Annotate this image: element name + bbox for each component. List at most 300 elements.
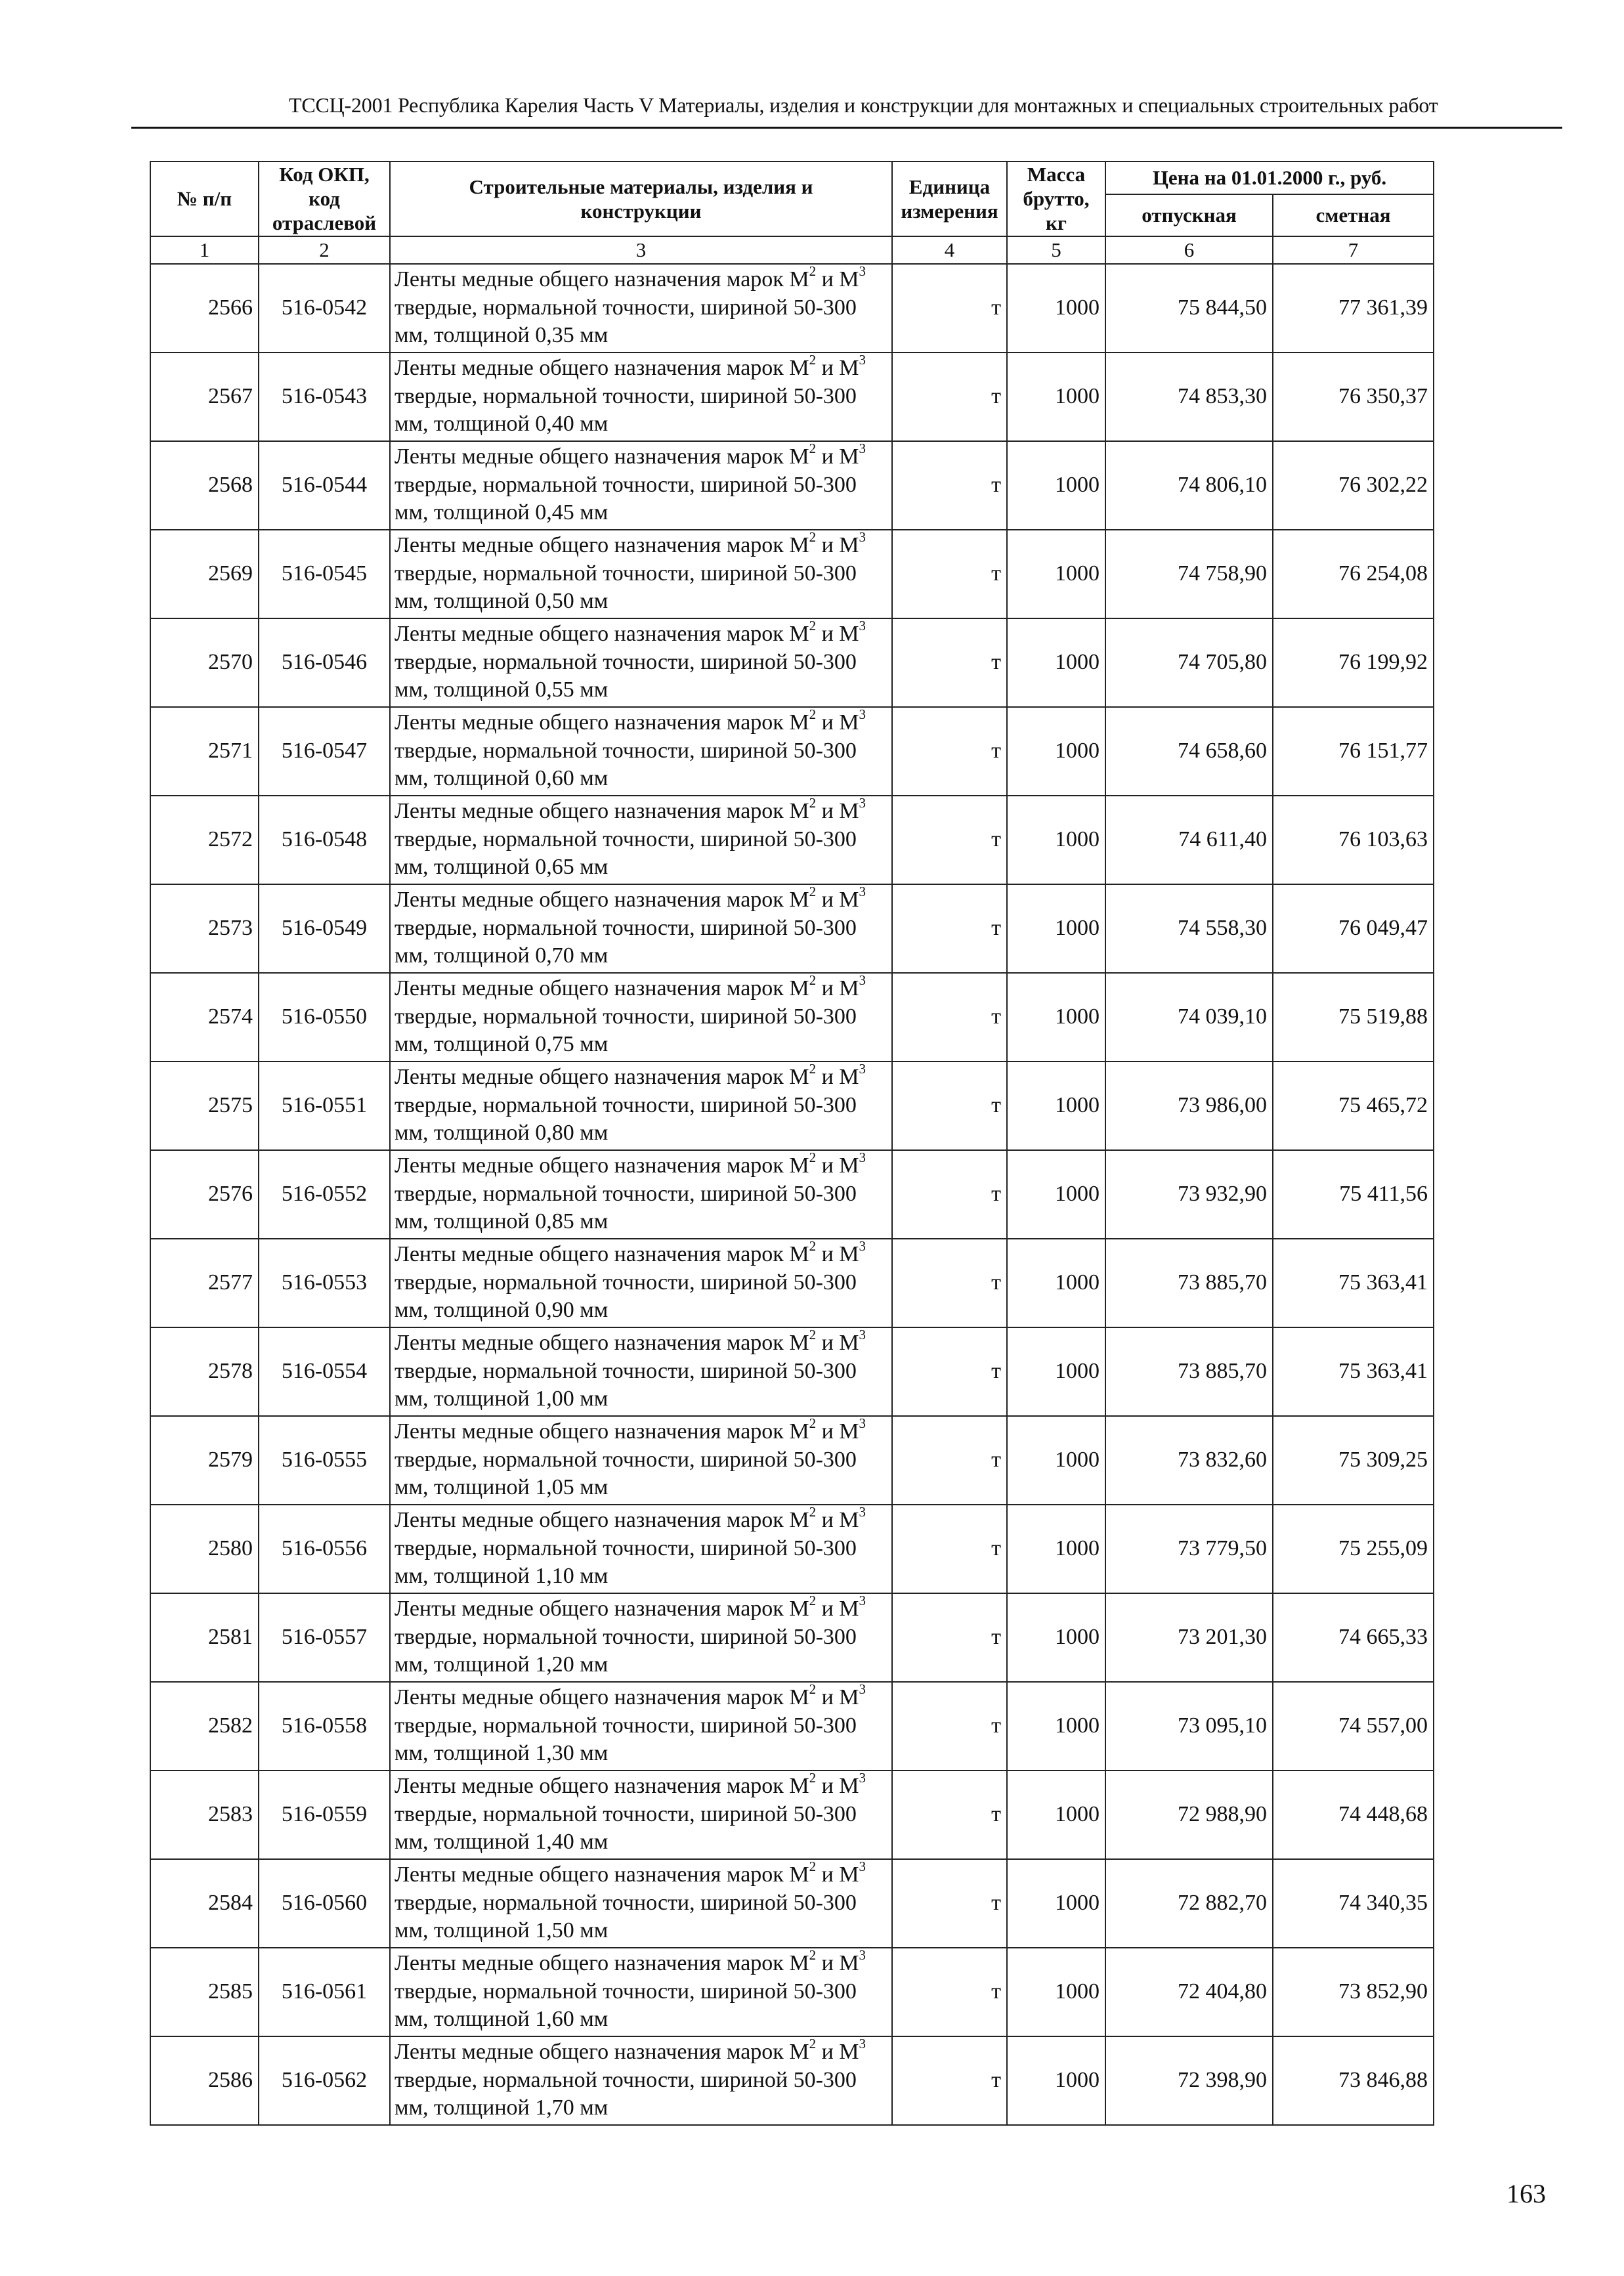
estimate-price: 75 363,41	[1273, 1239, 1434, 1327]
estimate-price: 75 309,25	[1273, 1416, 1434, 1505]
unit-of-measure: т	[892, 707, 1007, 796]
material-description	[390, 2036, 892, 2125]
estimate-price: 74 557,00	[1273, 1682, 1434, 1771]
unit-of-measure: т	[892, 1327, 1007, 1416]
column-number: 3	[390, 236, 892, 264]
grade-superscript: 2	[809, 706, 817, 723]
okp-code: 516-0559	[259, 1771, 390, 1859]
col-header-unit-line2: измерения	[901, 199, 998, 223]
desc-part: Ленты медные общего назначения марок М	[395, 1330, 809, 1355]
row-number: 2569	[150, 530, 259, 618]
row-number: 2578	[150, 1327, 259, 1416]
okp-code: 516-0544	[259, 441, 390, 530]
row-number: 2575	[150, 1062, 259, 1150]
desc-part: и М	[816, 532, 859, 557]
desc-part: и М	[816, 1862, 859, 1887]
estimate-price: 75 411,56	[1273, 1150, 1434, 1239]
desc-part: и М	[816, 1241, 859, 1266]
desc-part: твердые, нормальной точности, шириной 50-300 мм, толщиной 0,75 мм	[395, 1004, 857, 1057]
desc-part: твердые, нормальной точности, шириной 50-300 мм, толщиной 0,50 мм	[395, 561, 857, 614]
material-description	[390, 1771, 892, 1859]
estimate-price: 76 302,22	[1273, 441, 1434, 530]
col-header-name-line1: Строительные материалы, изделия и	[469, 175, 813, 198]
estimate-price: 74 448,68	[1273, 1771, 1434, 1859]
desc-part: Ленты медные общего назначения марок М	[395, 1773, 809, 1798]
desc-part: и М	[816, 1685, 859, 1709]
material-description	[390, 1062, 892, 1150]
grade-superscript: 2	[809, 618, 817, 634]
column-number: 6	[1105, 236, 1273, 264]
material-description	[390, 707, 892, 796]
col-header-code	[259, 161, 390, 236]
desc-part: твердые, нормальной точности, шириной 50-300 мм, толщиной 0,35 мм	[395, 295, 857, 348]
desc-part: твердые, нормальной точности, шириной 50-300 мм, толщиной 0,80 мм	[395, 1092, 857, 1146]
grade-superscript: 3	[859, 1149, 866, 1166]
estimate-price: 76 151,77	[1273, 707, 1434, 796]
gross-mass: 1000	[1007, 1327, 1105, 1416]
table-row	[150, 707, 1434, 796]
grade-superscript: 2	[809, 795, 817, 811]
table-row	[150, 1859, 1434, 1948]
desc-part: твердые, нормальной точности, шириной 50-300 мм, толщиной 1,30 мм	[395, 1713, 857, 1766]
table-row	[150, 1948, 1434, 2036]
grade-superscript: 2	[809, 972, 817, 989]
desc-part: и М	[816, 2039, 859, 2064]
material-description	[390, 1948, 892, 2036]
table-row	[150, 1150, 1434, 1239]
desc-part: Ленты медные общего назначения марок М	[395, 532, 809, 557]
okp-code: 516-0543	[259, 353, 390, 441]
estimate-price: 75 255,09	[1273, 1505, 1434, 1593]
unit-of-measure: т	[892, 884, 1007, 973]
release-price: 75 844,50	[1105, 264, 1273, 353]
gross-mass: 1000	[1007, 1062, 1105, 1150]
table-row	[150, 1239, 1434, 1327]
release-price: 74 853,30	[1105, 353, 1273, 441]
grade-superscript: 3	[859, 795, 866, 811]
grade-superscript: 3	[859, 440, 866, 457]
grade-superscript: 2	[809, 263, 817, 280]
okp-code: 516-0545	[259, 530, 390, 618]
release-price: 74 658,60	[1105, 707, 1273, 796]
release-price: 74 611,40	[1105, 796, 1273, 884]
row-number: 2584	[150, 1859, 259, 1948]
desc-part: и М	[816, 1773, 859, 1798]
release-price: 72 882,70	[1105, 1859, 1273, 1948]
unit-of-measure: т	[892, 796, 1007, 884]
desc-part: твердые, нормальной точности, шириной 50-300 мм, толщиной 1,10 мм	[395, 1535, 857, 1589]
okp-code: 516-0553	[259, 1239, 390, 1327]
unit-of-measure: т	[892, 1150, 1007, 1239]
gross-mass: 1000	[1007, 530, 1105, 618]
unit-of-measure: т	[892, 1948, 1007, 2036]
okp-code: 516-0542	[259, 264, 390, 353]
release-price: 73 201,30	[1105, 1593, 1273, 1682]
table-row	[150, 1327, 1434, 1416]
desc-part: Ленты медные общего назначения марок М	[395, 444, 809, 469]
grade-superscript: 2	[809, 1947, 817, 1964]
material-description	[390, 1327, 892, 1416]
grade-superscript: 2	[809, 1061, 817, 1077]
grade-superscript: 3	[859, 1061, 866, 1077]
grade-superscript: 2	[809, 529, 817, 546]
table-row	[150, 441, 1434, 530]
desc-part: и М	[816, 1950, 859, 1975]
desc-part: и М	[816, 1507, 859, 1532]
grade-superscript: 2	[809, 884, 817, 900]
col-header-price-group: Цена на 01.01.2000 г., руб.	[1105, 161, 1434, 194]
grade-superscript: 2	[809, 440, 817, 457]
okp-code: 516-0546	[259, 618, 390, 707]
material-description	[390, 1150, 892, 1239]
table-row	[150, 973, 1434, 1062]
unit-of-measure: т	[892, 618, 1007, 707]
grade-superscript: 3	[859, 1504, 866, 1520]
table-header	[150, 161, 1434, 264]
material-description	[390, 1593, 892, 1682]
grade-superscript: 3	[859, 1415, 866, 1432]
desc-part: твердые, нормальной точности, шириной 50-300 мм, толщиной 0,70 мм	[395, 915, 857, 968]
desc-part: твердые, нормальной точности, шириной 50-300 мм, толщиной 1,50 мм	[395, 1890, 857, 1943]
gross-mass: 1000	[1007, 2036, 1105, 2125]
gross-mass: 1000	[1007, 1416, 1105, 1505]
grade-superscript: 2	[809, 352, 817, 368]
desc-part: Ленты медные общего назначения марок М	[395, 1064, 809, 1089]
material-description	[390, 1505, 892, 1593]
okp-code: 516-0549	[259, 884, 390, 973]
desc-part: твердые, нормальной точности, шириной 50-300 мм, толщиной 1,70 мм	[395, 2067, 857, 2120]
row-number: 2576	[150, 1150, 259, 1239]
grade-superscript: 2	[809, 2036, 817, 2052]
desc-part: и М	[816, 1064, 859, 1089]
grade-superscript: 2	[809, 1149, 817, 1166]
desc-part: и М	[816, 1596, 859, 1621]
desc-part: и М	[816, 1330, 859, 1355]
grade-superscript: 3	[859, 1947, 866, 1964]
table-row	[150, 1771, 1434, 1859]
okp-code: 516-0548	[259, 796, 390, 884]
estimate-price: 75 363,41	[1273, 1327, 1434, 1416]
unit-of-measure: т	[892, 353, 1007, 441]
material-description	[390, 1859, 892, 1948]
column-number: 7	[1273, 236, 1434, 264]
estimate-price: 76 350,37	[1273, 353, 1434, 441]
desc-part: и М	[816, 621, 859, 646]
gross-mass: 1000	[1007, 1771, 1105, 1859]
estimate-price: 77 361,39	[1273, 264, 1434, 353]
gross-mass: 1000	[1007, 1150, 1105, 1239]
row-number: 2585	[150, 1948, 259, 2036]
gross-mass: 1000	[1007, 1859, 1105, 1948]
estimate-price: 76 199,92	[1273, 618, 1434, 707]
table-row	[150, 796, 1434, 884]
unit-of-measure: т	[892, 1062, 1007, 1150]
gross-mass: 1000	[1007, 1682, 1105, 1771]
column-number-row	[150, 236, 1434, 264]
desc-part: твердые, нормальной точности, шириной 50-300 мм, толщиной 0,60 мм	[395, 738, 857, 791]
release-price: 74 705,80	[1105, 618, 1273, 707]
release-price: 74 806,10	[1105, 441, 1273, 530]
estimate-price: 76 103,63	[1273, 796, 1434, 884]
row-number: 2581	[150, 1593, 259, 1682]
grade-superscript: 3	[859, 884, 866, 900]
desc-part: твердые, нормальной точности, шириной 50-300 мм, толщиной 0,45 мм	[395, 472, 857, 525]
col-header-unit-line1: Единица	[908, 175, 991, 198]
release-price: 74 039,10	[1105, 973, 1273, 1062]
okp-code: 516-0552	[259, 1150, 390, 1239]
column-number: 5	[1007, 236, 1105, 264]
release-price: 73 779,50	[1105, 1505, 1273, 1593]
desc-part: Ленты медные общего назначения марок М	[395, 976, 809, 1000]
row-number: 2579	[150, 1416, 259, 1505]
table-body	[150, 264, 1434, 2125]
desc-part: твердые, нормальной точности, шириной 50-300 мм, толщиной 1,00 мм	[395, 1358, 857, 1411]
desc-part: твердые, нормальной точности, шириной 50-300 мм, толщиной 0,55 мм	[395, 649, 857, 702]
release-price: 72 398,90	[1105, 2036, 1273, 2125]
gross-mass: 1000	[1007, 441, 1105, 530]
okp-code: 516-0554	[259, 1327, 390, 1416]
col-header-price-estimate: сметная	[1273, 194, 1434, 236]
grade-superscript: 2	[809, 1415, 817, 1432]
material-description	[390, 1416, 892, 1505]
material-description	[390, 264, 892, 353]
table-row	[150, 2036, 1434, 2125]
release-price: 72 988,90	[1105, 1771, 1273, 1859]
table-row	[150, 1062, 1434, 1150]
row-number: 2577	[150, 1239, 259, 1327]
row-number: 2574	[150, 973, 259, 1062]
table-row	[150, 353, 1434, 441]
desc-part: твердые, нормальной точности, шириной 50-300 мм, толщиной 1,05 мм	[395, 1447, 857, 1500]
desc-part: Ленты медные общего назначения марок М	[395, 355, 809, 380]
desc-part: Ленты медные общего назначения марок М	[395, 1862, 809, 1887]
price-table	[150, 161, 1434, 2126]
desc-part: Ленты медные общего назначения марок М	[395, 1241, 809, 1266]
col-header-num: № п/п	[150, 161, 259, 236]
gross-mass: 1000	[1007, 1239, 1105, 1327]
col-header-name	[390, 161, 892, 236]
gross-mass: 1000	[1007, 1505, 1105, 1593]
release-price: 73 986,00	[1105, 1062, 1273, 1150]
col-header-mass-line2: брутто, кг	[1023, 187, 1090, 235]
material-description	[390, 1239, 892, 1327]
desc-part: и М	[816, 976, 859, 1000]
grade-superscript: 2	[809, 1238, 817, 1255]
grade-superscript: 3	[859, 529, 866, 546]
gross-mass: 1000	[1007, 1593, 1105, 1682]
okp-code: 516-0550	[259, 973, 390, 1062]
okp-code: 516-0551	[259, 1062, 390, 1150]
material-description	[390, 973, 892, 1062]
desc-part: Ленты медные общего назначения марок М	[395, 267, 809, 291]
release-price: 73 885,70	[1105, 1327, 1273, 1416]
column-number: 1	[150, 236, 259, 264]
release-price: 74 758,90	[1105, 530, 1273, 618]
grade-superscript: 3	[859, 1238, 866, 1255]
okp-code: 516-0561	[259, 1948, 390, 2036]
desc-part: и М	[816, 267, 859, 291]
okp-code: 516-0562	[259, 2036, 390, 2125]
gross-mass: 1000	[1007, 707, 1105, 796]
grade-superscript: 3	[859, 1770, 866, 1786]
unit-of-measure: т	[892, 1682, 1007, 1771]
release-price: 73 095,10	[1105, 1682, 1273, 1771]
desc-part: Ленты медные общего назначения марок М	[395, 1507, 809, 1532]
release-price: 72 404,80	[1105, 1948, 1273, 2036]
grade-superscript: 2	[809, 1327, 817, 1343]
estimate-price: 76 254,08	[1273, 530, 1434, 618]
table-row	[150, 884, 1434, 973]
estimate-price: 75 465,72	[1273, 1062, 1434, 1150]
desc-part: и М	[816, 710, 859, 735]
grade-superscript: 3	[859, 1327, 866, 1343]
okp-code: 516-0557	[259, 1593, 390, 1682]
unit-of-measure: т	[892, 1859, 1007, 1948]
material-description	[390, 884, 892, 973]
gross-mass: 1000	[1007, 1948, 1105, 2036]
desc-part: Ленты медные общего назначения марок М	[395, 1419, 809, 1444]
gross-mass: 1000	[1007, 796, 1105, 884]
okp-code: 516-0555	[259, 1416, 390, 1505]
grade-superscript: 2	[809, 1504, 817, 1520]
okp-code: 516-0558	[259, 1682, 390, 1771]
desc-part: Ленты медные общего назначения марок М	[395, 798, 809, 823]
row-number: 2571	[150, 707, 259, 796]
desc-part: твердые, нормальной точности, шириной 50-300 мм, толщиной 0,85 мм	[395, 1181, 857, 1234]
release-price: 73 932,90	[1105, 1150, 1273, 1239]
column-number: 2	[259, 236, 390, 264]
grade-superscript: 3	[859, 706, 866, 723]
okp-code: 516-0560	[259, 1859, 390, 1948]
col-header-mass	[1007, 161, 1105, 236]
desc-part: твердые, нормальной точности, шириной 50-300 мм, толщиной 0,40 мм	[395, 383, 857, 437]
grade-superscript: 3	[859, 972, 866, 989]
unit-of-measure: т	[892, 1771, 1007, 1859]
material-description	[390, 530, 892, 618]
grade-superscript: 3	[859, 1858, 866, 1875]
desc-part: твердые, нормальной точности, шириной 50-300 мм, толщиной 1,20 мм	[395, 1624, 857, 1677]
okp-code: 516-0556	[259, 1505, 390, 1593]
estimate-price: 74 665,33	[1273, 1593, 1434, 1682]
release-price: 73 832,60	[1105, 1416, 1273, 1505]
desc-part: и М	[816, 444, 859, 469]
grade-superscript: 3	[859, 263, 866, 280]
gross-mass: 1000	[1007, 618, 1105, 707]
desc-part: Ленты медные общего назначения марок М	[395, 887, 809, 912]
unit-of-measure: т	[892, 1593, 1007, 1682]
table-row	[150, 264, 1434, 353]
unit-of-measure: т	[892, 1416, 1007, 1505]
grade-superscript: 3	[859, 2036, 866, 2052]
desc-part: твердые, нормальной точности, шириной 50-300 мм, толщиной 0,65 мм	[395, 827, 857, 880]
material-description	[390, 618, 892, 707]
grade-superscript: 2	[809, 1681, 817, 1698]
row-number: 2586	[150, 2036, 259, 2125]
col-header-name-line2: конструкции	[580, 199, 702, 223]
grade-superscript: 2	[809, 1858, 817, 1875]
col-header-code-line3: отраслевой	[272, 211, 377, 235]
grade-superscript: 2	[809, 1770, 817, 1786]
desc-part: твердые, нормальной точности, шириной 50-300 мм, толщиной 1,60 мм	[395, 1979, 857, 2032]
gross-mass: 1000	[1007, 353, 1105, 441]
row-number: 2580	[150, 1505, 259, 1593]
estimate-price: 76 049,47	[1273, 884, 1434, 973]
grade-superscript: 3	[859, 1681, 866, 1698]
col-header-price-release: отпускная	[1105, 194, 1273, 236]
unit-of-measure: т	[892, 1239, 1007, 1327]
page-number: 163	[1506, 2179, 1546, 2208]
grade-superscript: 3	[859, 1593, 866, 1609]
material-description	[390, 1682, 892, 1771]
desc-part: Ленты медные общего назначения марок М	[395, 2039, 809, 2064]
header-rule	[131, 127, 1562, 129]
table-row	[150, 1593, 1434, 1682]
table-row	[150, 1505, 1434, 1593]
unit-of-measure: т	[892, 973, 1007, 1062]
desc-part: и М	[816, 1419, 859, 1444]
unit-of-measure: т	[892, 1505, 1007, 1593]
table-row	[150, 1682, 1434, 1771]
row-number: 2566	[150, 264, 259, 353]
release-price: 73 885,70	[1105, 1239, 1273, 1327]
col-header-unit	[892, 161, 1007, 236]
desc-part: и М	[816, 887, 859, 912]
gross-mass: 1000	[1007, 264, 1105, 353]
desc-part: Ленты медные общего назначения марок М	[395, 621, 809, 646]
running-header: ТССЦ-2001 Республика Карелия Часть V Материалы, изделия и конструкции для монтажных и специальных строительных работ	[289, 93, 1438, 117]
unit-of-measure: т	[892, 441, 1007, 530]
table-row	[150, 1416, 1434, 1505]
unit-of-measure: т	[892, 264, 1007, 353]
desc-part: и М	[816, 355, 859, 380]
desc-part: и М	[816, 798, 859, 823]
row-number: 2568	[150, 441, 259, 530]
estimate-price: 75 519,88	[1273, 973, 1434, 1062]
estimate-price: 73 852,90	[1273, 1948, 1434, 2036]
row-number: 2573	[150, 884, 259, 973]
material-description	[390, 441, 892, 530]
column-number: 4	[892, 236, 1007, 264]
desc-part: Ленты медные общего назначения марок М	[395, 1950, 809, 1975]
desc-part: Ленты медные общего назначения марок М	[395, 1153, 809, 1178]
desc-part: Ленты медные общего назначения марок М	[395, 710, 809, 735]
row-number: 2572	[150, 796, 259, 884]
material-description	[390, 796, 892, 884]
row-number: 2583	[150, 1771, 259, 1859]
row-number: 2582	[150, 1682, 259, 1771]
col-header-code-line2: код	[309, 187, 340, 211]
estimate-price: 74 340,35	[1273, 1859, 1434, 1948]
desc-part: твердые, нормальной точности, шириной 50-300 мм, толщиной 1,40 мм	[395, 1801, 857, 1855]
row-number: 2567	[150, 353, 259, 441]
grade-superscript: 3	[859, 352, 866, 368]
release-price: 74 558,30	[1105, 884, 1273, 973]
desc-part: твердые, нормальной точности, шириной 50-300 мм, толщиной 0,90 мм	[395, 1270, 857, 1323]
grade-superscript: 2	[809, 1593, 817, 1609]
desc-part: Ленты медные общего назначения марок М	[395, 1596, 809, 1621]
unit-of-measure: т	[892, 530, 1007, 618]
grade-superscript: 3	[859, 618, 866, 634]
table-row	[150, 530, 1434, 618]
gross-mass: 1000	[1007, 884, 1105, 973]
desc-part: и М	[816, 1153, 859, 1178]
material-description	[390, 353, 892, 441]
gross-mass: 1000	[1007, 973, 1105, 1062]
desc-part: Ленты медные общего назначения марок М	[395, 1685, 809, 1709]
col-header-code-line1: Код ОКП,	[279, 163, 370, 186]
unit-of-measure: т	[892, 2036, 1007, 2125]
col-header-mass-line1: Масса	[1027, 163, 1086, 186]
